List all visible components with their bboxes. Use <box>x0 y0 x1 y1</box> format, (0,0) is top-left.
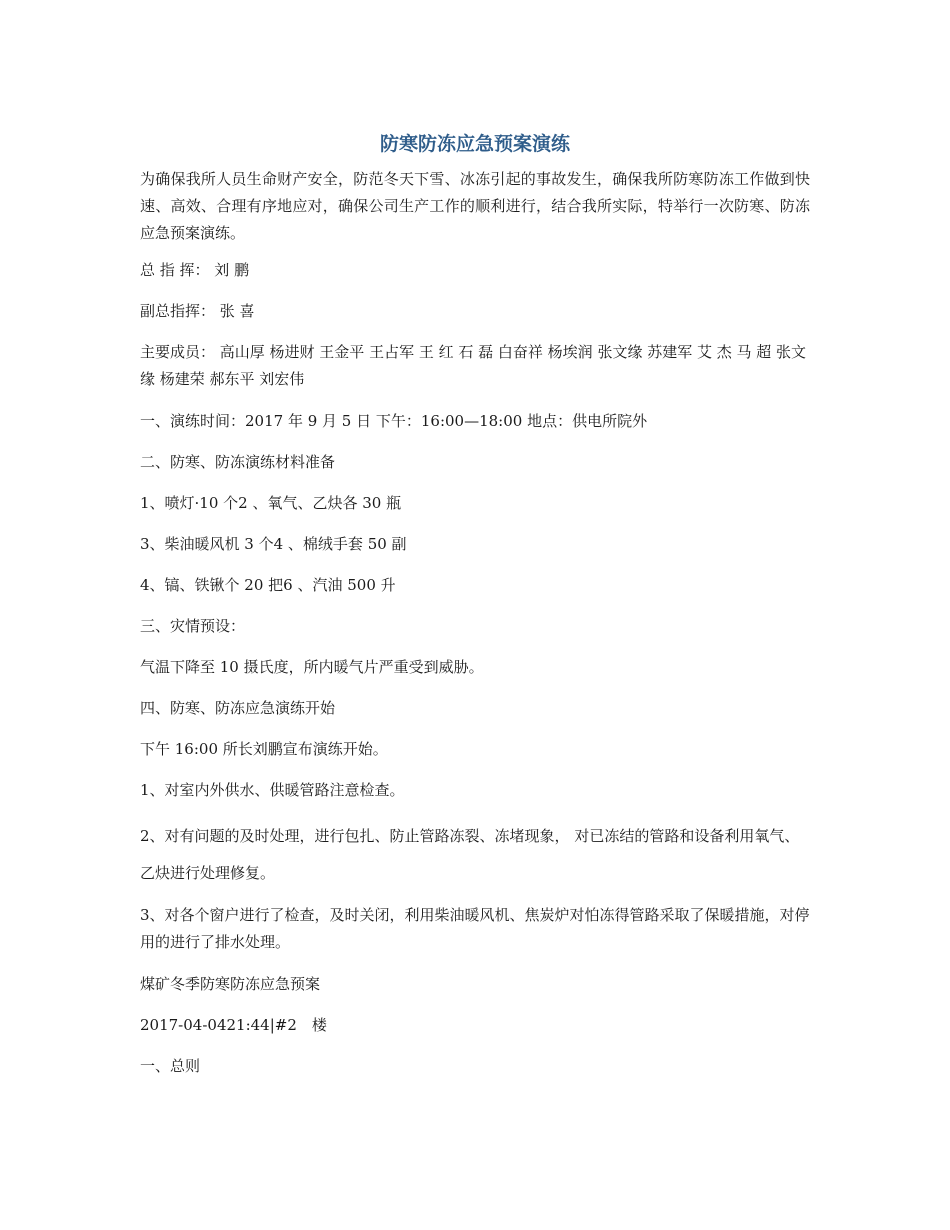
general-heading: 一、总则 <box>140 1057 201 1075</box>
post-meta: 2017-04-0421:44|#2 楼 <box>140 1016 327 1034</box>
section-disaster-heading: 三、灾情预设： <box>140 617 246 635</box>
members-line: 主要成员： 高山厚 杨进财 王金平 王占军 王 红 石 磊 白奋祥 杨埃润 张文缘 苏建军 艾 杰 马 超 张文缘 杨建荣 郝东平 刘宏伟 <box>140 343 807 388</box>
section-drill-time: 一、演练时间：2017 年 9 月 5 日 下午：16:00—18:00 地点：供电所院外 <box>140 412 648 430</box>
drill-start-line: 下午 16:00 所长刘鹏宣布演练开始。 <box>140 740 388 758</box>
intro-paragraph: 为确保我所人员生命财产安全，防范冬天下雪、冰冻引起的事故发生，确保我所防寒防冻工作做到快速、高效、合理有序地应对，确保公司生产工作的顺利进行，结合我所实际，特举行一次防寒、防冻应急预案演练。 <box>140 170 810 242</box>
materials-item-1: 1、喷灯·10 个2 、氧气、乙炔各 30 瓶 <box>140 494 402 512</box>
section-drill-start-heading: 四、防寒、防冻应急演练开始 <box>140 699 336 717</box>
commander-line: 总 指 挥： 刘 鹏 <box>140 261 250 279</box>
drill-step-2: 2、对有问题的及时处理，进行包扎、防止管路冻裂、冻堵现象， 对已冻结的管路和设备利用氧气、乙炔进行处理修复。 <box>140 827 800 882</box>
materials-item-2: 3、柴油暖风机 3 个4 、棉绒手套 50 副 <box>140 535 407 553</box>
next-document-title: 煤矿冬季防寒防冻应急预案 <box>140 975 321 993</box>
document-page <box>140 130 810 1094</box>
document-title: 防寒防冻应急预案演练 <box>379 133 570 155</box>
section-materials-heading: 二、防寒、防冻演练材料准备 <box>140 453 336 471</box>
materials-item-3: 4、镐、铁锹个 20 把6 、汽油 500 升 <box>140 576 396 594</box>
drill-step-1: 1、对室内外供水、供暖管路注意检查。 <box>140 781 405 799</box>
deputy-commander-line: 副总指挥： 张 喜 <box>140 302 255 320</box>
drill-step-3: 3、对各个窗户进行了检查，及时关闭，利用柴油暖风机、焦炭炉对怕冻得管路采取了保暖措施，对停用的进行了排水处理。 <box>140 906 810 951</box>
disaster-description: 气温下降至 10 摄氏度，所内暖气片严重受到威胁。 <box>140 658 484 676</box>
